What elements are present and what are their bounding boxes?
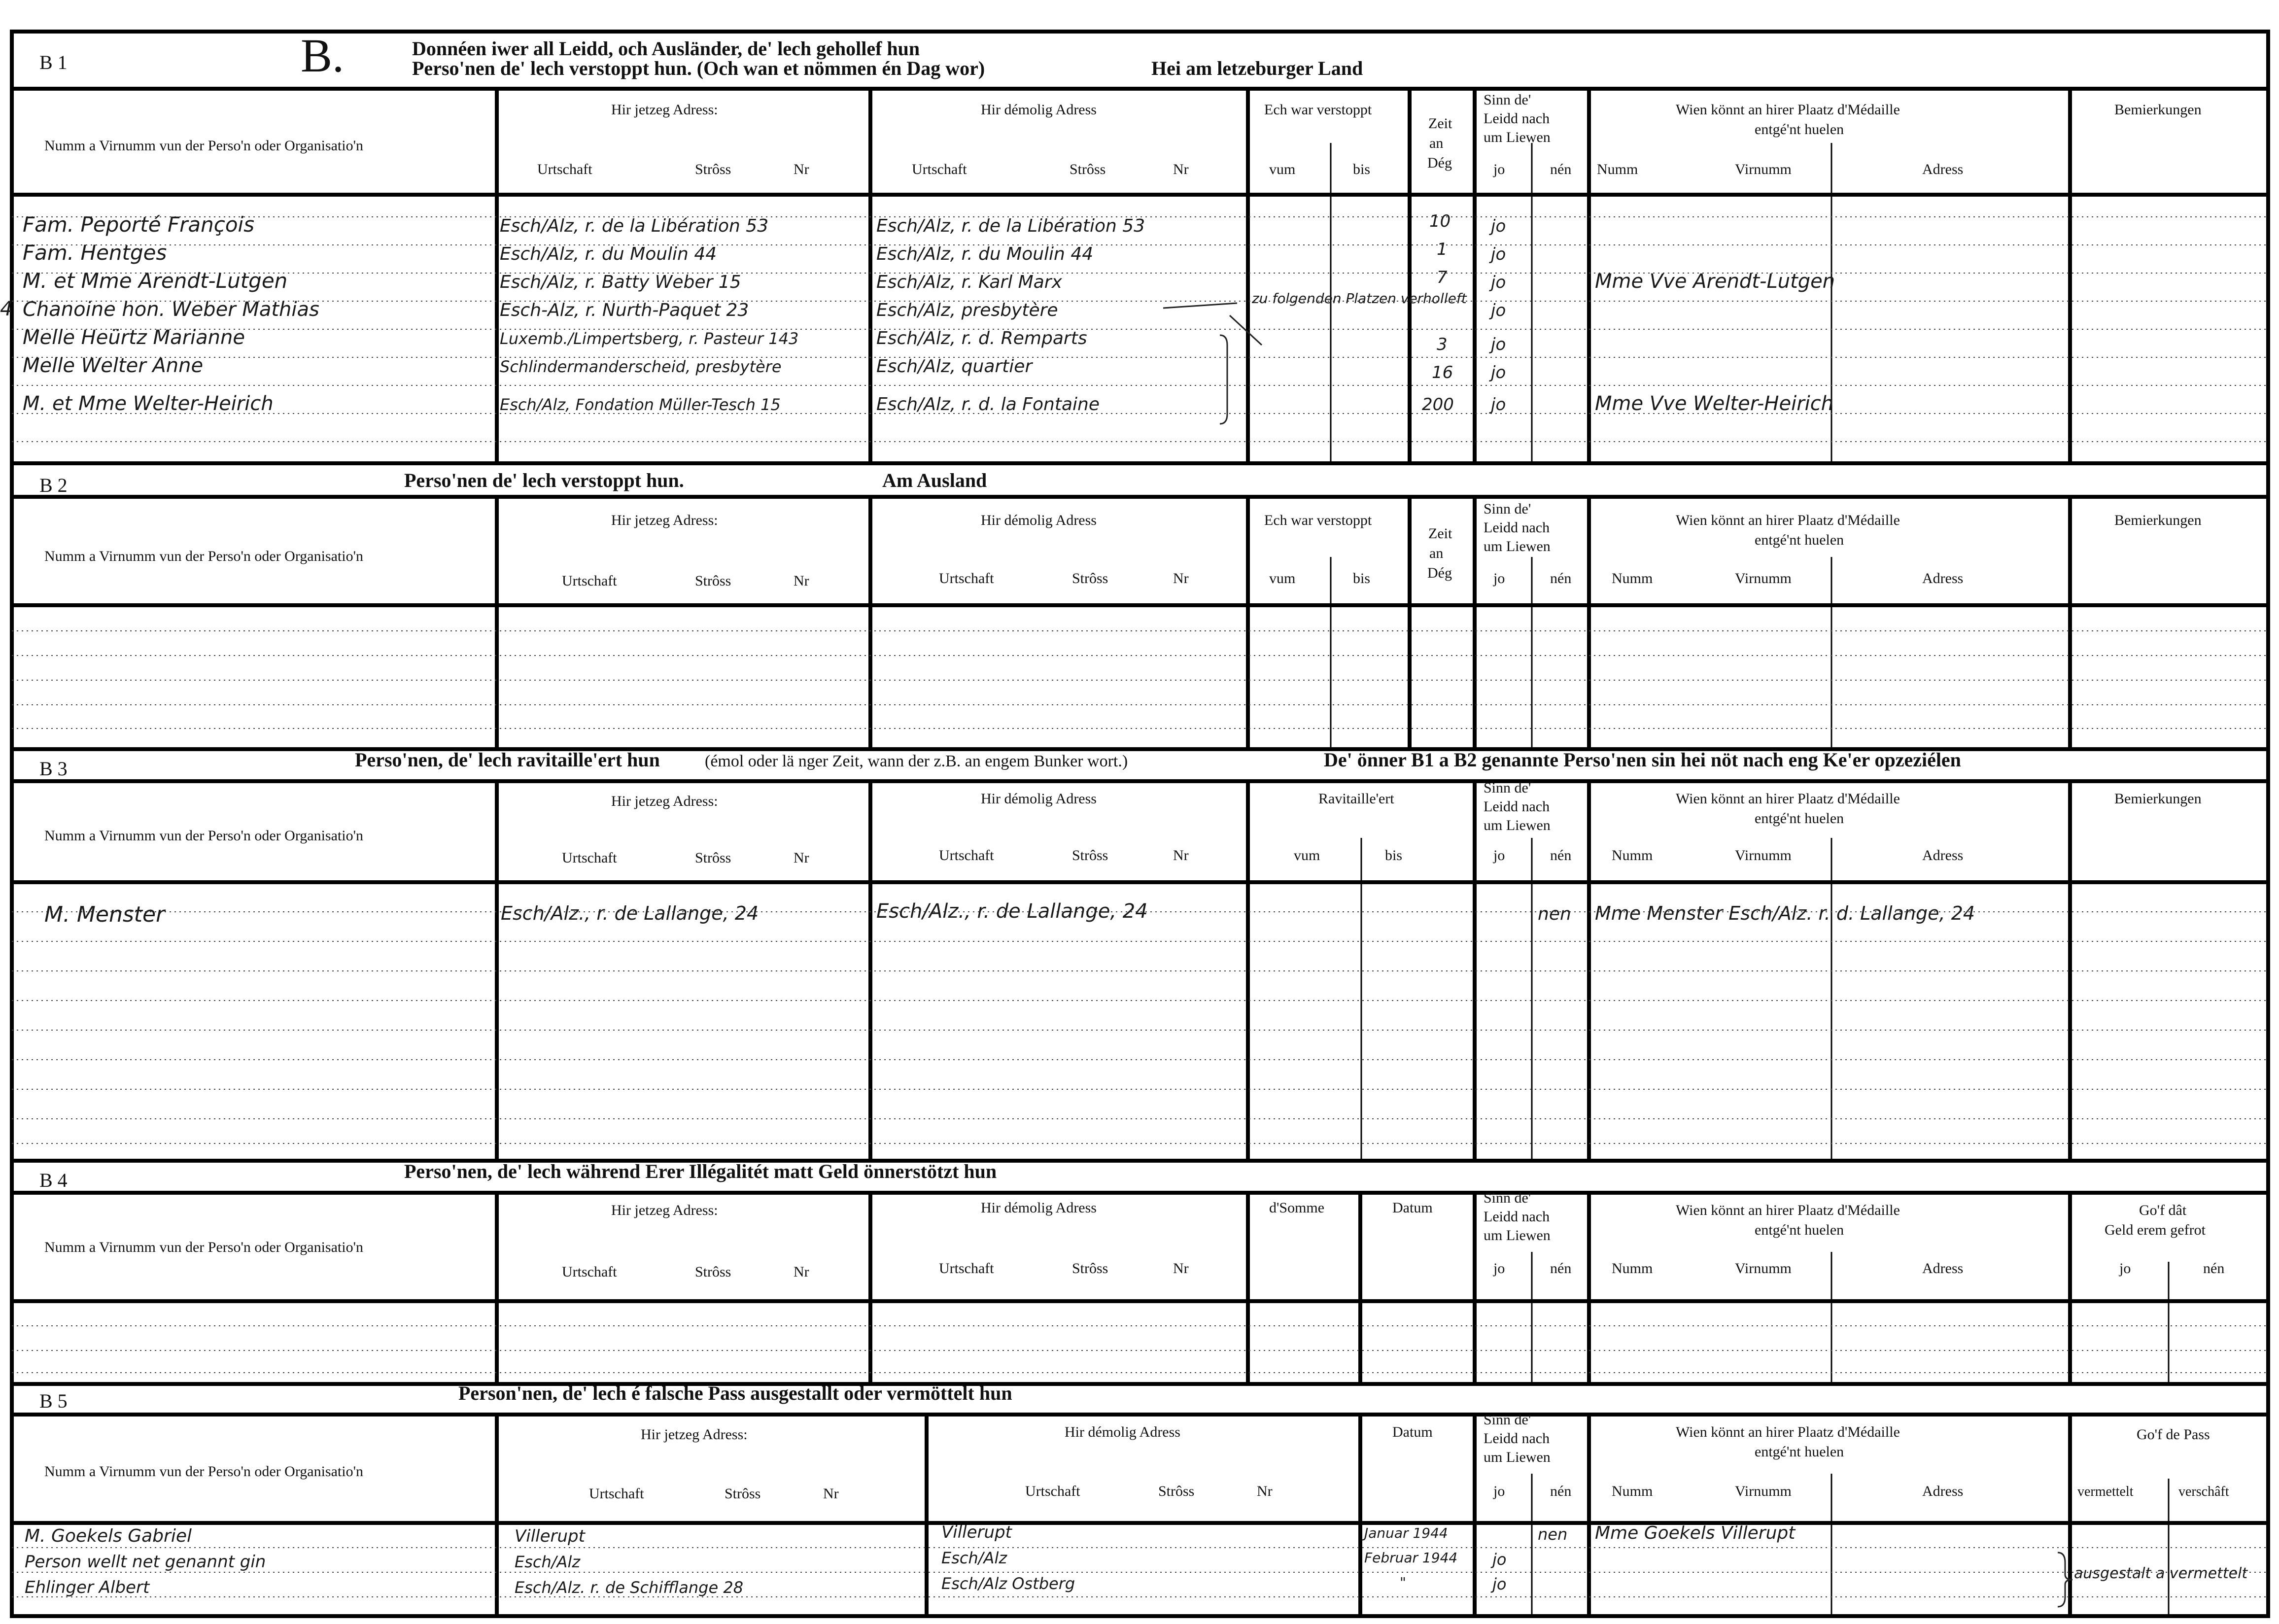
entry-former-address: Esch/Alz, presbytère <box>876 300 1058 320</box>
header-nr: Nr <box>794 850 809 866</box>
entry-former-address: Esch/Alz, r. de la Libération 53 <box>876 216 1145 236</box>
header-yes: jo <box>1493 847 1505 864</box>
section-title: Perso'nen, de' lech während Erer Illégalitét matt Geld önnerstötzt hun <box>404 1160 997 1182</box>
entry-alive-no: nen <box>1538 904 1571 924</box>
entry-time: 3 <box>1437 335 1448 354</box>
section-title: Perso'nen, de' lech ravitaille'ert hun <box>355 749 660 771</box>
entry-current-address: Esch/Alz, Fondation Müller-Tesch 15 <box>500 395 781 414</box>
header-place: Urtschaft <box>939 1260 994 1277</box>
entry-name: Melle Welter Anne <box>23 354 204 377</box>
entry-medal: Mme Menster Esch/Alz. r. d. Lallange, 24 <box>1595 902 1975 924</box>
header-street: Strôss <box>695 850 731 866</box>
header-place: Urtschaft <box>537 161 592 177</box>
section-b3 <box>39 749 2202 927</box>
entry-former-address: Esch/Alz, r. du Moulin 44 <box>876 244 1094 264</box>
header-current-address: Hir jetzeg Adress: <box>611 512 718 528</box>
header-period-to: bis <box>1353 570 1371 587</box>
entry-medal: Mme Vve Welter-Heirich <box>1595 392 1834 415</box>
header-alive: Sinn de' Leidd nach um Liewen <box>1484 92 1551 145</box>
header-address: Adress <box>1922 570 1964 587</box>
entry-time: 10 <box>1429 211 1451 231</box>
entry-current-address: Esch/Alz., r. de Lallange, 24 <box>501 902 759 924</box>
header-yes: jo <box>2119 1260 2131 1277</box>
header-time: Zeit an Dég <box>1427 525 1452 581</box>
header-firstname: Virnumm <box>1735 847 1792 864</box>
entry-former-address: Esch/Alz Ostberg <box>941 1574 1075 1593</box>
header-no: nén <box>1550 570 1572 587</box>
entry-name: Chanoine hon. Weber Mathias <box>23 298 319 321</box>
header-no: nén <box>1550 847 1572 864</box>
header-nr: Nr <box>794 573 809 589</box>
section-code: B 3 <box>39 758 68 780</box>
section-title-suffix: Am Ausland <box>882 469 987 491</box>
entry-alive-yes: jo <box>1492 1575 1507 1593</box>
pass-note: ausgestalt a vermettelt <box>2074 1565 2248 1582</box>
section-code: B 5 <box>39 1390 68 1412</box>
entry-time: 1 <box>1437 240 1448 259</box>
header-current-address: Hir jetzeg Adress: <box>611 102 718 118</box>
header-former-address: Hir démolig Adress <box>1065 1424 1180 1440</box>
header-lastname: Numm <box>1597 161 1638 177</box>
entry-current-address: Esch/Alz <box>515 1553 581 1571</box>
entry-current-address: Luxemb./Limpertsberg, r. Pasteur 143 <box>500 329 799 348</box>
header-address: Adress <box>1922 847 1964 864</box>
header-time: Zeit an Dég <box>1427 115 1452 171</box>
header-remarks: Bemierkungen <box>2114 791 2202 807</box>
section-code: B 4 <box>39 1169 68 1191</box>
header-period: Ech war verstoppt <box>1264 512 1372 528</box>
entry-alive-yes: jo <box>1491 395 1506 415</box>
header-period-from: vum <box>1269 570 1296 587</box>
entry-current-address: Esch/Alz. r. de Schifflange 28 <box>515 1578 744 1597</box>
header-firstname: Virnumm <box>1735 570 1792 587</box>
entry-alive-yes: jo <box>1491 335 1506 354</box>
entry-name: Melle Heürtz Marianne <box>23 326 245 349</box>
margin-mark: 4 <box>0 298 13 320</box>
entry-current-address: Esch/Alz, r. de la Libération 53 <box>500 216 769 236</box>
header-no: nén <box>1550 161 1572 177</box>
section-subtitle: Perso'nen de' lech verstoppt hun. (Och wan et nömmen én Dag wor) <box>412 57 985 79</box>
header-street: Strôss <box>695 1264 731 1280</box>
entry-name: M. et Mme Welter-Heirich <box>23 392 274 415</box>
header-lastname: Numm <box>1612 1483 1653 1499</box>
header-place: Urtschaft <box>939 570 994 587</box>
header-medal: Wien könnt an hirer Plaatz d'Médaille entgé'nt huelen <box>1676 1202 1900 1238</box>
entry-former-address: Villerupt <box>941 1522 1012 1542</box>
header-name: Numm a Virnumm vun der Perso'n oder Organisatio'n <box>44 548 363 564</box>
section-title-suffix: De' önner B1 a B2 genannte Perso'nen sin hei nöt nach eng Ke'er opzeziélen <box>1324 749 1961 771</box>
header-medal: Wien könnt an hirer Plaatz d'Médaille entgé'nt huelen <box>1676 791 1900 827</box>
header-date: Datum <box>1392 1200 1433 1216</box>
entry-name: Ehlinger Albert <box>25 1578 150 1597</box>
entry-time: 16 <box>1432 363 1453 382</box>
header-nr: Nr <box>823 1486 839 1502</box>
header-pass: Go'f de Pass <box>2137 1426 2210 1443</box>
header-place: Urtschaft <box>562 573 617 589</box>
header-nr: Nr <box>794 161 809 177</box>
header-street: Strôss <box>1072 570 1108 587</box>
entry-name: Fam. Peporté François <box>23 212 255 237</box>
header-lastname: Numm <box>1612 570 1653 587</box>
form-grid <box>12 32 2268 1616</box>
section-title: Donnéen iwer all Leidd, och Ausländer, de' lech gehollef hun <box>412 37 920 60</box>
header-place: Urtschaft <box>562 850 617 866</box>
header-yes: jo <box>1493 570 1505 587</box>
entry-former-address: Esch/Alz, quartier <box>876 356 1033 377</box>
header-address: Adress <box>1922 161 1964 177</box>
header-address: Adress <box>1922 1483 1964 1499</box>
entry-current-address: Esch/Alz, r. Batty Weber 15 <box>500 272 741 292</box>
header-medal: Wien könnt an hirer Plaatz d'Médaille entgé'nt huelen <box>1676 1424 1900 1460</box>
entry-date: " <box>1400 1574 1406 1590</box>
header-former-address: Hir démolig Adress <box>981 791 1097 807</box>
header-former-address: Hir démolig Adress <box>981 1200 1097 1216</box>
entry-name: M. Goekels Gabriel <box>25 1526 192 1546</box>
section-title-note: (émol oder lä nger Zeit, wann der z.B. an engem Bunker wort.) <box>705 752 1128 770</box>
entry-former-address: Esch/Alz., r. de Lallange, 24 <box>876 900 1148 923</box>
section-code: B 1 <box>39 51 68 73</box>
header-period-from: vum <box>1294 847 1320 864</box>
header-refund: Go'f dât Geld erem gefrot <box>2105 1202 2206 1238</box>
entry-date: Februar 1944 <box>1364 1550 1458 1566</box>
header-place: Urtschaft <box>912 161 967 177</box>
header-address: Adress <box>1922 1260 1964 1277</box>
header-date: Datum <box>1392 1424 1433 1440</box>
header-nr: Nr <box>1173 1260 1189 1277</box>
header-nr: Nr <box>1257 1483 1273 1499</box>
header-period: Ech war verstoppt <box>1264 102 1372 118</box>
header-street: Strôss <box>725 1486 761 1502</box>
header-yes: jo <box>1493 161 1505 177</box>
annotation-arrow <box>1163 303 1237 308</box>
entry-name: Fam. Hentges <box>23 241 167 265</box>
header-nr: Nr <box>1173 570 1189 587</box>
entry-former-address: Esch/Alz <box>941 1549 1007 1567</box>
entry-alive-yes: jo <box>1491 363 1506 382</box>
header-street: Strôss <box>1158 1483 1195 1499</box>
header-medal: Wien könnt an hirer Plaatz d'Médaille entgé'nt huelen <box>1676 512 1900 548</box>
header-former-address: Hir démolig Adress <box>981 512 1097 528</box>
header-alive: Sinn de' Leidd nach um Liewen <box>1484 780 1551 833</box>
header-no: nén <box>1550 1483 1572 1499</box>
header-place: Urtschaft <box>589 1486 644 1502</box>
header-yes: jo <box>1493 1483 1505 1499</box>
header-current-address: Hir jetzeg Adress: <box>611 1202 718 1218</box>
entry-medal: Mme Vve Arendt-Lutgen <box>1595 270 1835 293</box>
entry-alive-no: nen <box>1538 1525 1568 1544</box>
header-remarks: Bemierkungen <box>2114 102 2202 118</box>
header-nr: Nr <box>1173 847 1189 864</box>
section-b4 <box>39 1160 2224 1280</box>
header-name: Numm a Virnumm vun der Perso'n oder Organisatio'n <box>44 1239 363 1255</box>
header-issued: verschâft <box>2178 1484 2229 1499</box>
header-period-to: bis <box>1353 161 1371 177</box>
header-alive: Sinn de' Leidd nach um Liewen <box>1484 1190 1551 1244</box>
header-period-from: vum <box>1269 161 1296 177</box>
entry-medal: Mme Goekels Villerupt <box>1595 1523 1796 1543</box>
header-name: Numm a Virnumm vun der Perso'n oder Organisatio'n <box>44 828 363 844</box>
entry-alive-yes: jo <box>1491 273 1506 292</box>
entry-current-address: Esch-Alz, r. Nurth-Paquet 23 <box>500 300 749 320</box>
entry-current-address: Villerupt <box>515 1526 585 1546</box>
header-mediated: vermettelt <box>2077 1484 2134 1499</box>
header-place: Urtschaft <box>1025 1483 1080 1499</box>
entry-time: 200 <box>1422 395 1454 415</box>
entry-former-address: Esch/Alz, r. d. Remparts <box>876 328 1087 348</box>
entry-name: Person wellt net genannt gin <box>25 1552 266 1572</box>
header-alive: Sinn de' Leidd nach um Liewen <box>1484 501 1551 554</box>
header-lastname: Numm <box>1612 847 1653 864</box>
header-firstname: Virnumm <box>1735 1483 1792 1499</box>
bracket-icon <box>1220 335 1227 424</box>
entry-alive-yes: jo <box>1491 216 1506 236</box>
header-street: Strôss <box>1072 1260 1108 1277</box>
entry-alive-yes: jo <box>1492 1550 1507 1569</box>
hiding-annotation: zu folgenden Platzen verholleft <box>1252 290 1467 307</box>
header-remarks: Bemierkungen <box>2114 512 2202 528</box>
entry-time: 7 <box>1437 268 1448 287</box>
header-sum: d'Somme <box>1269 1200 1325 1216</box>
header-current-address: Hir jetzeg Adress: <box>611 793 718 809</box>
header-nr: Nr <box>794 1264 809 1280</box>
entry-date: Januar 1944 <box>1364 1525 1448 1541</box>
header-name: Numm a Virnumm vun der Perso'n oder Organisatio'n <box>44 138 363 154</box>
header-lastname: Numm <box>1612 1260 1653 1277</box>
header-place: Urtschaft <box>562 1264 617 1280</box>
header-firstname: Virnumm <box>1735 1260 1792 1277</box>
header-period-to: bis <box>1385 847 1403 864</box>
entry-name: M. Menster <box>44 902 165 927</box>
header-yes: jo <box>1493 1260 1505 1277</box>
section-title-suffix: Hei am letzeburger Land <box>1151 57 1363 79</box>
header-medal: Wien könnt an hirer Plaatz d'Médaille entgé'nt huelen <box>1676 102 1900 138</box>
annotation-arrow <box>1230 315 1262 345</box>
entry-former-address: Esch/Alz, r. d. la Fontaine <box>876 394 1100 415</box>
entry-former-address: Esch/Alz, r. Karl Marx <box>876 272 1062 292</box>
section-letter: B. <box>301 29 345 82</box>
section-b2 <box>39 469 2202 589</box>
header-nr: Nr <box>1173 161 1189 177</box>
header-street: Strôss <box>695 161 731 177</box>
section-title: Person'nen, de' lech é falsche Pass ausgestallt oder vermöttelt hun <box>458 1382 1012 1404</box>
entry-alive-yes: jo <box>1491 301 1506 320</box>
entry-current-address: Esch/Alz, r. du Moulin 44 <box>500 244 717 264</box>
header-former-address: Hir démolig Adress <box>981 102 1097 118</box>
header-firstname: Virnumm <box>1735 161 1792 177</box>
header-current-address: Hir jetzeg Adress: <box>641 1426 748 1443</box>
header-alive: Sinn de' Leidd nach um Liewen <box>1484 1412 1551 1465</box>
header-street: Strôss <box>695 573 731 589</box>
header-no: nén <box>1550 1260 1572 1277</box>
header-period: Ravitaille'ert <box>1318 791 1394 807</box>
header-name: Numm a Virnumm vun der Perso'n oder Organisatio'n <box>44 1463 363 1480</box>
header-street: Strôss <box>1072 847 1108 864</box>
header-street: Strôss <box>1070 161 1106 177</box>
header-place: Urtschaft <box>939 847 994 864</box>
section-code: B 2 <box>39 474 68 496</box>
header-no: nén <box>2203 1260 2225 1277</box>
entry-alive-yes: jo <box>1491 244 1506 264</box>
section-title: Perso'nen de' lech verstoppt hun. <box>404 469 684 491</box>
entry-name: M. et Mme Arendt-Lutgen <box>23 269 288 293</box>
entry-current-address: Schlindermanderscheid, presbytère <box>500 357 782 376</box>
